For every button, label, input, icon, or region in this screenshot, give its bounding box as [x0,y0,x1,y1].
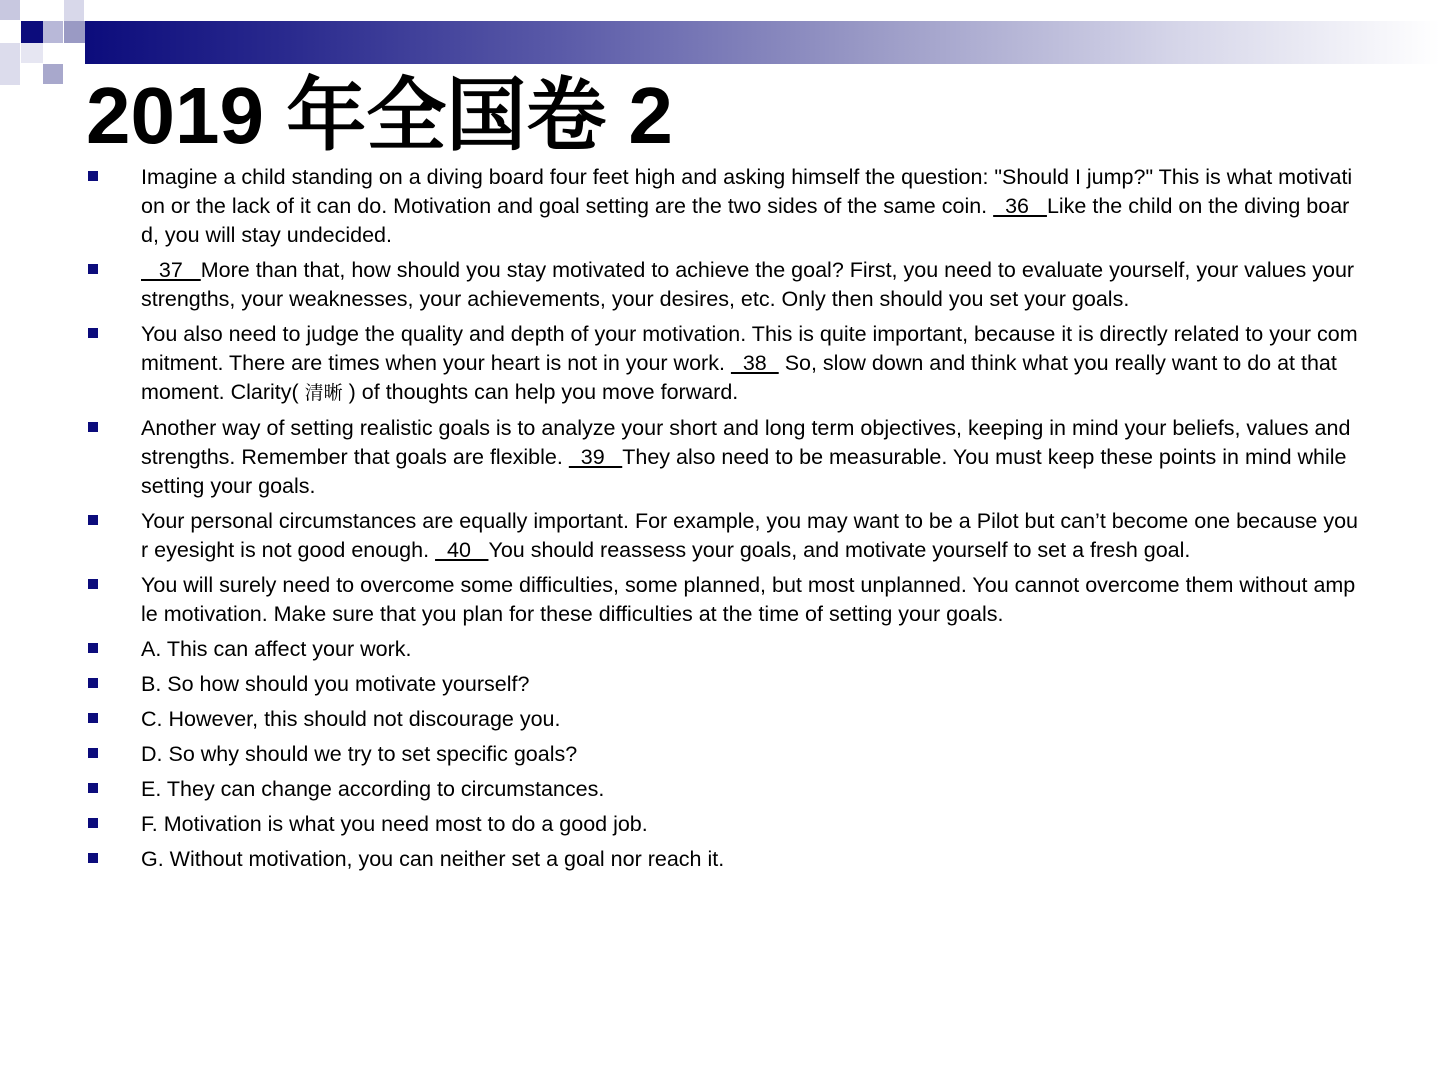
square-bullet-icon [88,783,98,793]
option-text: A. This can affect your work. [141,637,412,661]
option-d [88,740,1358,769]
paragraph-text: Like the child on the diving board, you will stay undecided. [141,194,1350,247]
option-g [88,845,1358,874]
paragraph-4 [88,414,1358,501]
square-bullet-icon [88,171,98,181]
paragraph-1 [88,163,1358,250]
paragraph-text: More than that, how should you stay motivated to achieve the goal? First, you need to evaluate yourself, your values your strengths, your weaknesses, your achievements, your desires, etc. Only then should you set your goals. [141,258,1355,311]
square-bullet-icon [88,422,98,432]
header-gradient-band [85,21,1440,64]
option-text: D. So why should we try to set specific goals? [141,742,578,766]
blank-37: 37 [141,258,201,282]
blank-40: 40 [435,538,489,562]
square-bullet-icon [88,579,98,589]
option-text: C. However, this should not discourage you. [141,707,561,731]
paragraph-text: They also need to be measurable. You must keep these points in mind while setting your goals. [141,445,1347,498]
paragraph-text: You also need to judge the quality and depth of your motivation. This is quite important, because it is directly related to your commitment. There are times when your heart is not in your work. [141,322,1358,375]
option-text: B. So how should you motivate yourself? [141,672,530,696]
paragraph-2 [88,256,1358,314]
square-bullet-icon [88,818,98,828]
square-bullet-icon [88,264,98,274]
slide-title: 2019 年全国卷 2 [86,71,673,160]
decor-square [21,21,43,43]
decor-square [64,21,85,43]
square-bullet-icon [88,643,98,653]
square-bullet-icon [88,853,98,863]
blank-38: 38 [730,351,779,375]
decor-square [21,43,43,63]
square-bullet-icon [88,713,98,723]
paragraph-5 [88,507,1358,565]
chinese-gloss: 清晰 [304,382,343,404]
paragraph-text: Another way of setting realistic goals is to analyze your short and long term objectives, keeping in mind your beliefs, values and strengths. Remember that goals are flexible. [141,416,1351,469]
paragraph-text: Imagine a child standing on a diving board four feet high and asking himself the question: "Should I jump?" This is what motivation or the lack of it can do. Motivation and goal setting are the two sides of the same coin. [141,165,1353,218]
paragraph-text: You will surely need to overcome some difficulties, some planned, but most unplanned. You cannot overcome them without ample motivation. Make sure that you plan for these difficulties at the time of setting your goals. [141,573,1356,626]
paragraph-3 [88,320,1358,408]
option-text: F. Motivation is what you need most to do a good job. [141,812,648,836]
paragraph-text: ) of thoughts can help you move forward. [342,380,739,404]
square-bullet-icon [88,748,98,758]
square-bullet-icon [88,328,98,338]
option-a [88,635,1358,664]
option-b [88,670,1358,699]
option-f [88,810,1358,839]
blank-36: 36 [993,194,1047,218]
option-text: G. Without motivation, you can neither set a goal nor reach it. [141,847,725,871]
paragraph-6 [88,571,1358,629]
square-bullet-icon [88,515,98,525]
decor-square [0,0,20,20]
option-e [88,775,1358,804]
option-text: E. They can change according to circumstances. [141,777,605,801]
paragraph-text: So, slow down and think what you really want to do at that moment. Clarity( [141,351,1337,404]
slide-body [88,163,1358,880]
decor-square [43,21,63,43]
blank-39: 39 [568,445,623,469]
decor-square [43,64,63,84]
paragraph-text: Your personal circumstances are equally important. For example, you may want to be a Pilot but can’t become one because your eyesight is not good enough. [141,509,1359,562]
paragraph-text: You should reassess your goals, and motivate yourself to set a fresh goal. [488,538,1191,562]
option-c [88,705,1358,734]
decor-square [0,43,20,85]
square-bullet-icon [88,678,98,688]
